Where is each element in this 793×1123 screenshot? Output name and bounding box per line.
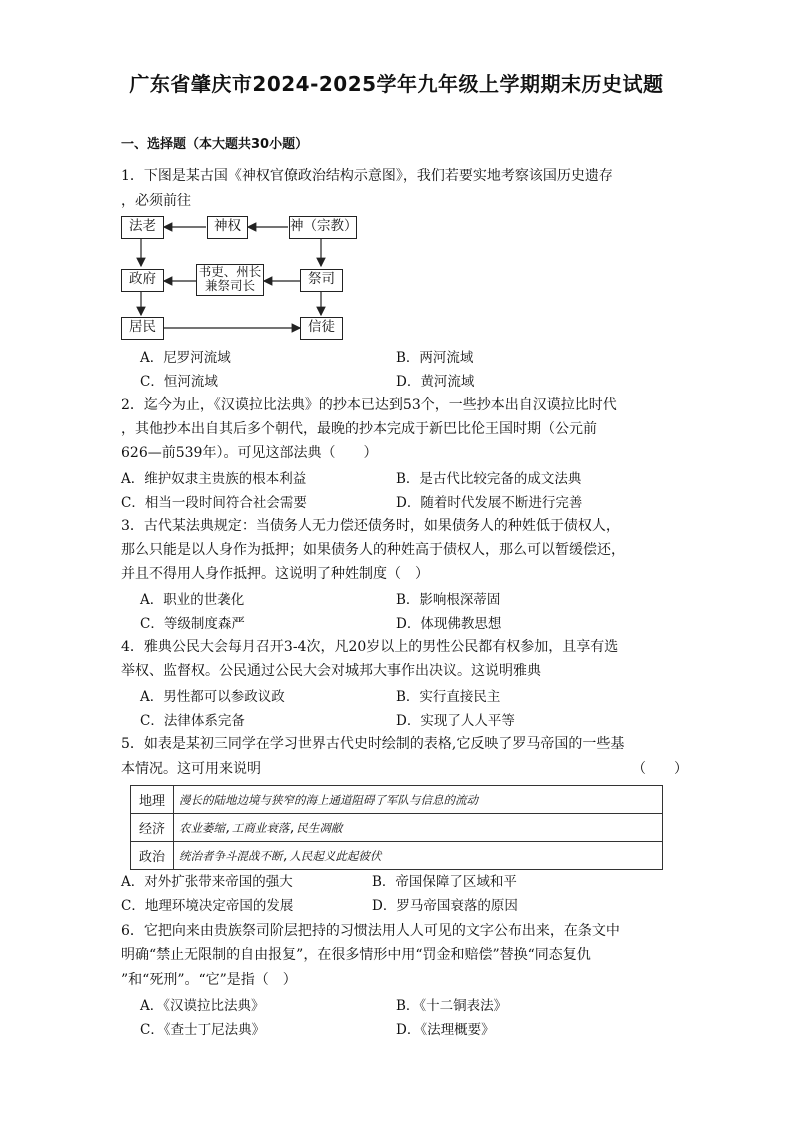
q1-option-d[interactable]: D．黄河流域 <box>396 374 475 390</box>
q5-answer-paren: （ ） <box>632 761 688 777</box>
table-cell-key: 经济 <box>131 814 174 842</box>
q5-stem-line1: 5．如表是某初三同学在学习世界古代史时绘制的表格,它反映了罗马帝国的一些基 <box>121 736 625 752</box>
table-cell-key: 地理 <box>131 786 174 814</box>
q4-stem-line2: 举权、监督权。公民通过公民大会对城邦大事作出决议。这说明雅典 <box>121 663 541 679</box>
q2-option-b[interactable]: B．是古代比较完备的成文法典 <box>396 471 582 487</box>
q5-option-a[interactable]: A．对外扩张带来帝国的强大 <box>121 874 293 890</box>
page-title: 广东省肇庆市2024-2025学年九年级上学期期末历史试题 <box>129 72 664 96</box>
q6-stem-line1: 6．它把向来由贵族祭司阶层把持的习惯法用人人可见的文字公布出来，在条文中 <box>121 923 620 939</box>
q2-stem-line1: 2．迄今为止，《汉谟拉比法典》的抄本已达到53个，一些抄本出自汉谟拉比时代 <box>121 397 617 413</box>
box-falao: 法老 <box>121 216 164 239</box>
q4-option-d[interactable]: D．实现了人人平等 <box>396 713 515 729</box>
q5-option-b[interactable]: B．帝国保障了区域和平 <box>372 874 517 890</box>
q5-stem-line2: 本情况。这可用来说明 <box>121 761 261 777</box>
q6-option-c[interactable]: C．《查士丁尼法典》 <box>140 1022 266 1038</box>
q1-stem-line1: 1．下图是某古国《神权官僚政治结构示意图》，我们若要实地考察该国历史遗存 <box>121 168 613 184</box>
table-cell-value: 统治者争斗混战不断,人民起义此起彼伏 <box>174 842 663 870</box>
q6-option-a[interactable]: A．《汉谟拉比法典》 <box>140 998 265 1014</box>
box-xintu: 信徒 <box>300 317 343 340</box>
q2-option-d[interactable]: D．随着时代发展不断进行完善 <box>396 495 583 511</box>
table-cell-key: 政治 <box>131 842 174 870</box>
q3-stem-line2: 那么只能是以人身作为抵押；如果债务人的种姓高于债权人，那么可以暂缓偿还， <box>121 542 625 558</box>
q3-stem-line1: 3．古代某法典规定：当债务人无力偿还债务时，如果债务人的种姓低于债权人， <box>121 518 620 534</box>
table-row <box>131 842 663 870</box>
q5-table <box>130 785 663 870</box>
q4-option-a[interactable]: A．男性都可以参政议政 <box>140 689 285 705</box>
q1-option-c[interactable]: C．恒河流域 <box>140 374 218 390</box>
q3-option-d[interactable]: D．体现佛教思想 <box>396 616 502 632</box>
q1-option-b[interactable]: B．两河流域 <box>396 350 474 366</box>
box-jisi: 祭司 <box>300 269 343 292</box>
table-row <box>131 786 663 814</box>
q3-stem-line3: 并且不得用人身作抵押。这说明了种姓制度（ ） <box>121 566 429 582</box>
q5-option-c[interactable]: C．地理环境决定帝国的发展 <box>121 898 294 914</box>
section-heading: 一、选择题（本大题共30小题） <box>121 137 309 152</box>
box-shuli-line1: 书吏、州长 <box>198 264 262 279</box>
q3-option-b[interactable]: B．影响根深蒂固 <box>396 592 501 608</box>
box-zhengfu: 政府 <box>121 269 164 292</box>
q1-option-a[interactable]: A．尼罗河流域 <box>140 350 231 366</box>
table-cell-value: 漫长的陆地边境与狭窄的海上通道阻碍了军队与信息的流动 <box>174 786 663 814</box>
q4-option-b[interactable]: B．实行直接民主 <box>396 689 501 705</box>
q6-option-d[interactable]: D．《法理概要》 <box>396 1022 495 1038</box>
q6-stem-line3: ”和“死刑”。“它”是指（ ） <box>121 972 297 988</box>
q5-option-d[interactable]: D．罗马帝国衰落的原因 <box>372 898 518 914</box>
q2-option-a[interactable]: A．维护奴隶主贵族的根本利益 <box>121 471 307 487</box>
q2-stem-line3: 626—前539年）。可见这部法典（ ） <box>121 445 378 461</box>
box-shuli-line2: 兼祭司长 <box>204 278 255 293</box>
box-jumin: 居民 <box>121 317 164 340</box>
q6-option-b[interactable]: B．《十二铜表法》 <box>396 998 508 1014</box>
q3-option-a[interactable]: A．职业的世袭化 <box>140 592 245 608</box>
q4-stem-line1: 4．雅典公民大会每月召开3-4次，凡20岁以上的男性公民都有权参加，且享有选 <box>121 639 619 655</box>
q2-option-c[interactable]: C．相当一段时间符合社会需要 <box>121 495 307 511</box>
box-shenquan: 神权 <box>207 216 248 239</box>
q2-stem-line2: ，其他抄本出自其后多个朝代，最晚的抄本完成于新巴比伦王国时期（公元前 <box>121 421 597 437</box>
q1-stem-line2: ，必须前往 <box>121 193 191 209</box>
q3-option-c[interactable]: C．等级制度森严 <box>140 616 245 632</box>
table-row <box>131 814 663 842</box>
q4-option-c[interactable]: C．法律体系完备 <box>140 713 245 729</box>
q6-stem-line2: 明确“禁止无限制的自由报复”，在很多情形中用“罚金和赔偿”替换“同态复仇 <box>121 947 591 963</box>
box-shuli <box>196 264 264 296</box>
box-shen-zongjiao: 神（宗教） <box>289 216 357 239</box>
table-cell-value: 农业萎缩,工商业衰落,民生凋敝 <box>174 814 663 842</box>
